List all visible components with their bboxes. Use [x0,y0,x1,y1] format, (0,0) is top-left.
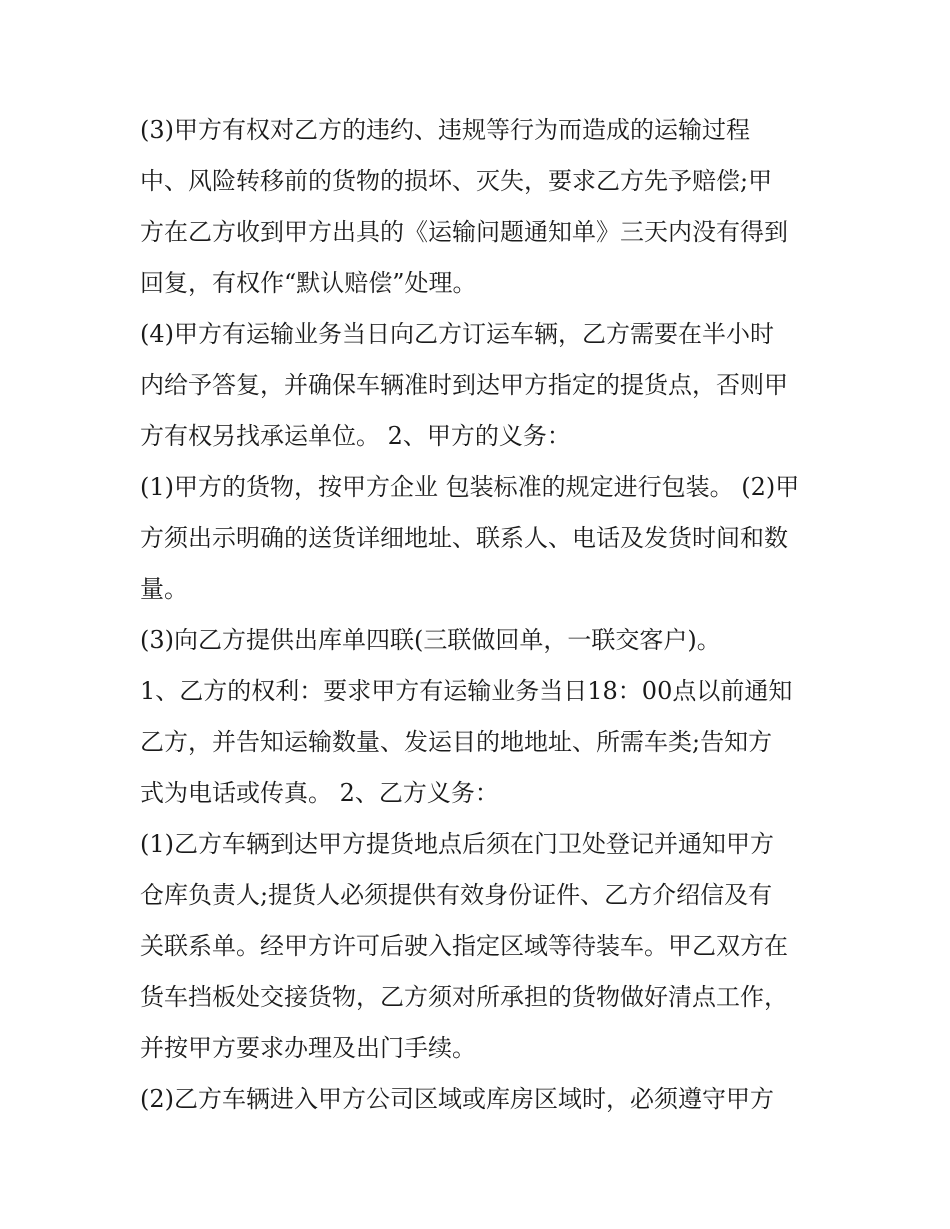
text-line: 方有权另找承运单位。 2、甲方的义务： [140,422,571,450]
text-line: (1)乙方车辆到达甲方提货地点后须在门卫处登记并通知甲方 [140,830,774,858]
text-line: (1)甲方的货物，按甲方企业 包装标准的规定进行包装。 (2)甲 [140,473,800,501]
text-line: (3)向乙方提供出库单四联(三联做回单，一联交客户)。 [140,626,721,654]
text-line: 乙方，并告知运输数量、发运目的地地址、所需车类;告知方 [140,728,773,756]
text-line: 内给予答复，并确保车辆准时到达甲方指定的提货点，否则甲 [140,371,788,399]
text-line: 方须出示明确的送货详细地址、联系人、电话及发货时间和数 [140,524,788,552]
text-line: (3)甲方有权对乙方的违约、违规等行为而造成的运输过程 [140,116,750,144]
text-line: 货车挡板处交接货物，乙方须对所承担的货物做好清点工作， [140,983,788,1011]
text-line: 仓库负责人;提货人必须提供有效身份证件、乙方介绍信及有 [140,881,773,909]
text-line: (4)甲方有运输业务当日向乙方订运车辆，乙方需要在半小时 [140,320,774,348]
text-line: (2)乙方车辆进入甲方公司区域或库房区域时，必须遵守甲方 [140,1085,774,1113]
contract-text-block [140,105,830,1125]
text-line: 并按甲方要求办理及出门手续。 [140,1034,476,1062]
text-line: 1、乙方的权利：要求甲方有运输业务当日18：00点以前通知 [140,677,793,705]
text-line: 关联系单。经甲方许可后驶入指定区域等待装车。甲乙双方在 [140,932,788,960]
text-line: 中、风险转移前的货物的损坏、灭失，要求乙方先予赔偿;甲 [140,167,773,195]
text-line: 量。 [140,575,188,603]
text-line: 式为电话或传真。 2、乙方义务： [140,779,499,807]
text-line: 方在乙方收到甲方出具的《运输问题通知单》三天内没有得到 [140,218,788,246]
text-line: 回复，有权作“默认赔偿”处理。 [140,269,477,297]
